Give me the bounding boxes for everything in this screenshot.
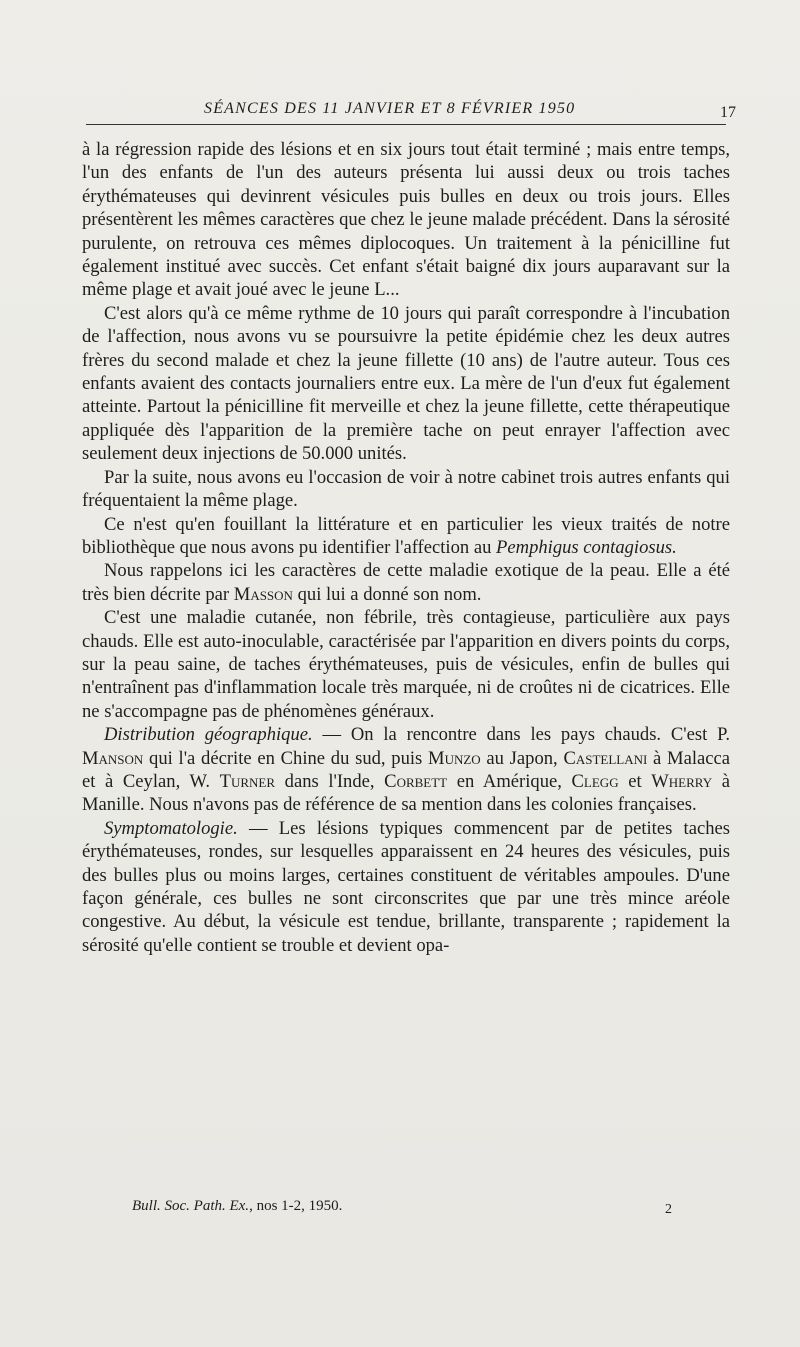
header-rule [86, 124, 726, 125]
paragraph-2: C'est alors qu'à ce même rythme de 10 jours qui paraît correspondre à l'incubation de l'affection, nous avons vu se poursuivre la petite épidémie chez les deux autres frères du second malade et chez la jeune fillette (10 ans) de l'autre auteur. Tous ces enfants avaient des contacts journaliers entre eux. La mère de l'un d'eux fut également atteinte. Partout la pénicilline fit merveille et chez la jeune fillette, cette thérapeutique appliquée dès l'apparition de la première tache on peut enrayer l'affection avec seulement deux injections de 50.000 unités. [82, 302, 730, 465]
paragraph-3: Par la suite, nous avons eu l'occasion de voir à notre cabinet trois autres enfants qui fréquentaient la même plage. [82, 466, 730, 512]
footer-citation: Bull. Soc. Path. Ex. [132, 1198, 250, 1214]
section-heading-symptomatologie: Symptomatologie. [104, 817, 238, 839]
signature-mark: 2 [665, 1202, 672, 1217]
footer-issue: , nos 1-2, 1950. [249, 1198, 343, 1214]
author-name: Masson [233, 583, 293, 605]
running-head: SÉANCES DES 11 JANVIER ET 8 FÉVRIER 1950 [204, 100, 576, 117]
page-footer [132, 1198, 672, 1215]
paragraph-distribution: Distribution géographique. — On la rencontre dans les pays chauds. C'est P. Manson qui l'a décrite en Chine du sud, puis Munzo au Japon, Castellani à Malacca et à Ceylan, W. Turner dans l'Inde, Corbett en Amérique, Clegg et Wherry à Manille. Nous n'avons pas de référence de sa mention dans les colonies françaises. [82, 724, 731, 816]
paragraph-6: C'est une maladie cutanée, non fébrile, très contagieuse, particulière aux pays chauds. Elle est auto-inoculable, caractérisée par l'apparition en divers points du corps, sur la peau saine, de taches érythémateuses, puis de vésicules, enfin de bulles qui n'entraînent pas d'inflammation locale très marquée, ni de croûtes ni de cicatrices. Elle ne s'accompagne pas de phénomènes généraux. [82, 607, 730, 722]
paragraph-5: Nous rappelons ici les caractères de cette maladie exotique de la peau. Elle a été très bien décrite par Masson qui lui a donné son nom. [82, 560, 730, 605]
section-heading-distribution: Distribution géographique. [104, 724, 313, 746]
page-number: 17 [720, 104, 736, 121]
paragraph-symptomatologie: Symptomatologie. — Les lésions typiques commencent par de petites taches érythémateuses, rondes, sur lesquelles apparaissent en 24 heures des vésicules, puis des bulles plus ou moins larges, certaines constituent de véritables ampoules. D'une façon générale, ces bulles ne sont circonscrites que par une très mince aréole congestive. Au début, la vésicule est tendue, brillante, transparente ; rapidement la sérosité qu'elle contient se trouble et devient opa- [82, 817, 730, 956]
paragraph-4: Ce n'est qu'en fouillant la littérature et en particulier les vieux traités de notre bibliothèque que nous avons pu identifier l'affection au Pemphigus contagiosus. [82, 513, 730, 558]
body-text [82, 138, 730, 957]
paragraph-1: à la régression rapide des lésions et en six jours tout était terminé ; mais entre temps, l'un des enfants de l'un des auteurs présenta lui aussi deux ou trois taches érythémateuses qui devinrent vésicules puis bulles en deux ou trois jours. Elles présentèrent les mêmes caractères que chez le jeune malade précédent. Dans la sérosité purulente, on retrouva ces mêmes diplocoques. Un traitement à la pénicilline fut également institué avec succès. Cet enfant s'était baigné dix jours auparavant sur la même plage et avait joué avec le jeune L... [82, 139, 730, 301]
disease-name: Pemphigus contagiosus. [496, 536, 677, 558]
